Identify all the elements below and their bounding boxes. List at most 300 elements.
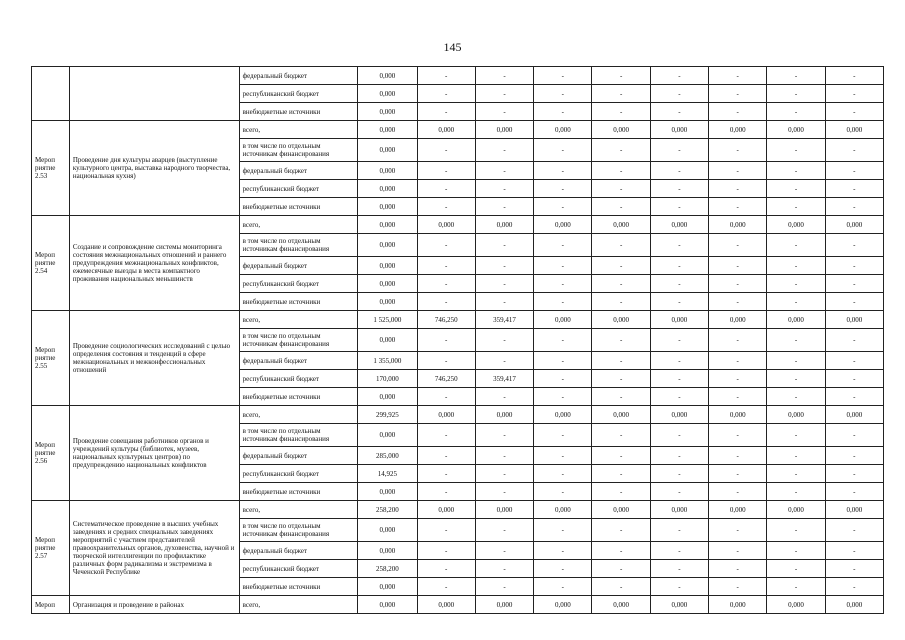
amount-cell: 0,000 bbox=[650, 216, 708, 234]
funding-source-cell: республиканский бюджет bbox=[239, 560, 358, 578]
amount-cell: 0,000 bbox=[358, 596, 417, 614]
amount-cell: - bbox=[767, 560, 825, 578]
amount-cell: - bbox=[417, 103, 475, 121]
amount-cell: 0,000 bbox=[592, 501, 650, 519]
amount-cell: - bbox=[709, 257, 767, 275]
amount-cell: - bbox=[592, 139, 650, 162]
amount-cell: - bbox=[709, 352, 767, 370]
amount-cell: - bbox=[709, 578, 767, 596]
amount-cell: 0,000 bbox=[650, 311, 708, 329]
amount-cell: 0,000 bbox=[767, 216, 825, 234]
amount-cell: - bbox=[592, 67, 650, 85]
amount-cell: 0,000 bbox=[825, 406, 883, 424]
amount-cell: - bbox=[767, 519, 825, 542]
amount-cell: 0,000 bbox=[709, 501, 767, 519]
amount-cell: - bbox=[417, 352, 475, 370]
amount-cell: - bbox=[709, 67, 767, 85]
amount-cell: 0,000 bbox=[358, 519, 417, 542]
amount-cell: - bbox=[592, 447, 650, 465]
amount-cell: 0,000 bbox=[592, 406, 650, 424]
amount-cell: 0,000 bbox=[475, 406, 533, 424]
amount-cell: 0,000 bbox=[825, 311, 883, 329]
amount-cell: - bbox=[767, 139, 825, 162]
amount-cell: - bbox=[417, 139, 475, 162]
amount-cell: - bbox=[534, 352, 592, 370]
amount-cell: - bbox=[650, 275, 708, 293]
amount-cell: - bbox=[417, 257, 475, 275]
activity-id-cell: Мероп риятие 2.54 bbox=[32, 216, 70, 311]
amount-cell: 0,000 bbox=[358, 275, 417, 293]
amount-cell: - bbox=[709, 162, 767, 180]
amount-cell: 0,000 bbox=[417, 216, 475, 234]
amount-cell: - bbox=[650, 578, 708, 596]
amount-cell: 0,000 bbox=[358, 293, 417, 311]
amount-cell: - bbox=[650, 293, 708, 311]
amount-cell: - bbox=[767, 483, 825, 501]
amount-cell: - bbox=[417, 465, 475, 483]
amount-cell: 0,000 bbox=[358, 483, 417, 501]
amount-cell: - bbox=[417, 519, 475, 542]
amount-cell: 0,000 bbox=[592, 216, 650, 234]
amount-cell: - bbox=[650, 542, 708, 560]
amount-cell: - bbox=[825, 447, 883, 465]
activity-description-cell: Создание и сопровождение системы мониторинга состояния межнациональных отношений и раннего предупреждения межнациональных конфликтов, ежемесячные выезды в места компактного проживания национальных меньшинств bbox=[69, 216, 239, 311]
amount-cell: - bbox=[534, 67, 592, 85]
amount-cell: 258,200 bbox=[358, 560, 417, 578]
funding-source-cell: всего, bbox=[239, 121, 358, 139]
amount-cell: 359,417 bbox=[475, 370, 533, 388]
amount-cell: - bbox=[825, 388, 883, 406]
amount-cell: - bbox=[534, 180, 592, 198]
amount-cell: - bbox=[709, 424, 767, 447]
amount-cell: 0,000 bbox=[650, 596, 708, 614]
amount-cell: 359,417 bbox=[475, 311, 533, 329]
amount-cell: - bbox=[417, 180, 475, 198]
amount-cell: - bbox=[475, 424, 533, 447]
amount-cell: - bbox=[592, 465, 650, 483]
amount-cell: - bbox=[417, 483, 475, 501]
amount-cell: 0,000 bbox=[767, 121, 825, 139]
amount-cell: 0,000 bbox=[475, 216, 533, 234]
activity-id-cell: Мероп риятие 2.57 bbox=[32, 501, 70, 596]
amount-cell: - bbox=[767, 465, 825, 483]
amount-cell: - bbox=[417, 162, 475, 180]
funding-source-cell: республиканский бюджет bbox=[239, 180, 358, 198]
amount-cell: - bbox=[709, 560, 767, 578]
amount-cell: - bbox=[650, 388, 708, 406]
amount-cell: 0,000 bbox=[767, 501, 825, 519]
amount-cell: - bbox=[825, 465, 883, 483]
amount-cell: - bbox=[475, 483, 533, 501]
amount-cell: 0,000 bbox=[358, 85, 417, 103]
amount-cell: 0,000 bbox=[358, 424, 417, 447]
activity-id-cell: Мероп риятие 2.53 bbox=[32, 121, 70, 216]
amount-cell: 0,000 bbox=[767, 311, 825, 329]
amount-cell: - bbox=[534, 275, 592, 293]
funding-source-cell: внебюджетные источники bbox=[239, 483, 358, 501]
amount-cell: - bbox=[534, 465, 592, 483]
table-row bbox=[32, 121, 884, 139]
funding-source-cell: внебюджетные источники bbox=[239, 578, 358, 596]
table-row bbox=[32, 67, 884, 85]
funding-source-cell: федеральный бюджет bbox=[239, 447, 358, 465]
activity-description-cell: Организация и проведение в районах bbox=[69, 596, 239, 614]
amount-cell: - bbox=[650, 519, 708, 542]
amount-cell: - bbox=[475, 103, 533, 121]
amount-cell: - bbox=[592, 257, 650, 275]
amount-cell: - bbox=[534, 424, 592, 447]
amount-cell: 0,000 bbox=[709, 311, 767, 329]
amount-cell: - bbox=[650, 257, 708, 275]
amount-cell: - bbox=[534, 578, 592, 596]
amount-cell: - bbox=[825, 198, 883, 216]
amount-cell: 0,000 bbox=[767, 406, 825, 424]
amount-cell: - bbox=[825, 483, 883, 501]
amount-cell: - bbox=[825, 85, 883, 103]
amount-cell: 0,000 bbox=[358, 198, 417, 216]
amount-cell: - bbox=[475, 139, 533, 162]
amount-cell: - bbox=[475, 519, 533, 542]
amount-cell: - bbox=[534, 447, 592, 465]
amount-cell: - bbox=[767, 370, 825, 388]
amount-cell: - bbox=[534, 162, 592, 180]
activity-id-cell: Мероп bbox=[32, 596, 70, 614]
amount-cell: - bbox=[475, 388, 533, 406]
amount-cell: - bbox=[475, 198, 533, 216]
amount-cell: - bbox=[650, 560, 708, 578]
amount-cell: - bbox=[475, 293, 533, 311]
amount-cell: - bbox=[417, 198, 475, 216]
amount-cell: 0,000 bbox=[358, 180, 417, 198]
activity-description-cell: Проведение совещания работников органов и учреждений культуры (библиотек, музеев, национальных культурных центров) по предупреждению национальных конфликтов bbox=[69, 406, 239, 501]
amount-cell: - bbox=[417, 275, 475, 293]
amount-cell: - bbox=[767, 257, 825, 275]
amount-cell: - bbox=[767, 447, 825, 465]
amount-cell: 0,000 bbox=[358, 121, 417, 139]
amount-cell: 0,000 bbox=[475, 501, 533, 519]
amount-cell: - bbox=[825, 275, 883, 293]
amount-cell: - bbox=[825, 424, 883, 447]
amount-cell: 0,000 bbox=[358, 139, 417, 162]
amount-cell: 0,000 bbox=[417, 596, 475, 614]
amount-cell: - bbox=[650, 352, 708, 370]
amount-cell: - bbox=[417, 424, 475, 447]
activity-description-cell: Проведение дня культуры аварцев (выступление культурного центра, выставка народного творчества, национальная кухня) bbox=[69, 121, 239, 216]
amount-cell: 0,000 bbox=[358, 578, 417, 596]
funding-source-cell: внебюджетные источники bbox=[239, 198, 358, 216]
amount-cell: 0,000 bbox=[417, 121, 475, 139]
funding-source-cell: федеральный бюджет bbox=[239, 162, 358, 180]
amount-cell: 0,000 bbox=[417, 406, 475, 424]
amount-cell: - bbox=[592, 483, 650, 501]
amount-cell: - bbox=[534, 329, 592, 352]
amount-cell: - bbox=[709, 234, 767, 257]
amount-cell: 0,000 bbox=[709, 121, 767, 139]
amount-cell: - bbox=[592, 162, 650, 180]
amount-cell: 0,000 bbox=[358, 234, 417, 257]
amount-cell: - bbox=[767, 85, 825, 103]
amount-cell: - bbox=[592, 560, 650, 578]
amount-cell: - bbox=[709, 329, 767, 352]
amount-cell: - bbox=[534, 103, 592, 121]
amount-cell: - bbox=[475, 85, 533, 103]
amount-cell: - bbox=[825, 257, 883, 275]
amount-cell: 746,250 bbox=[417, 370, 475, 388]
amount-cell: - bbox=[825, 560, 883, 578]
table-row bbox=[32, 311, 884, 329]
amount-cell: 0,000 bbox=[592, 121, 650, 139]
funding-source-cell: республиканский бюджет bbox=[239, 370, 358, 388]
amount-cell: - bbox=[475, 67, 533, 85]
funding-source-cell: федеральный бюджет bbox=[239, 67, 358, 85]
amount-cell: - bbox=[709, 388, 767, 406]
amount-cell: - bbox=[709, 293, 767, 311]
amount-cell: 0,000 bbox=[650, 406, 708, 424]
amount-cell: - bbox=[534, 388, 592, 406]
amount-cell: - bbox=[592, 180, 650, 198]
amount-cell: - bbox=[709, 483, 767, 501]
amount-cell: - bbox=[650, 370, 708, 388]
amount-cell: 14,925 bbox=[358, 465, 417, 483]
amount-cell: 0,000 bbox=[767, 596, 825, 614]
amount-cell: - bbox=[592, 519, 650, 542]
amount-cell: - bbox=[475, 560, 533, 578]
amount-cell: 0,000 bbox=[358, 67, 417, 85]
amount-cell: 285,000 bbox=[358, 447, 417, 465]
amount-cell: - bbox=[650, 483, 708, 501]
funding-source-cell: федеральный бюджет bbox=[239, 352, 358, 370]
amount-cell: - bbox=[417, 329, 475, 352]
amount-cell: - bbox=[650, 447, 708, 465]
activity-id-cell bbox=[32, 67, 70, 121]
funding-source-cell: внебюджетные источники bbox=[239, 293, 358, 311]
amount-cell: 0,000 bbox=[358, 103, 417, 121]
amount-cell: - bbox=[650, 329, 708, 352]
amount-cell: - bbox=[417, 67, 475, 85]
amount-cell: 0,000 bbox=[534, 406, 592, 424]
amount-cell: 0,000 bbox=[592, 596, 650, 614]
amount-cell: - bbox=[767, 234, 825, 257]
amount-cell: - bbox=[825, 293, 883, 311]
funding-source-cell: всего, bbox=[239, 216, 358, 234]
amount-cell: - bbox=[709, 370, 767, 388]
amount-cell: 0,000 bbox=[825, 596, 883, 614]
amount-cell: - bbox=[534, 560, 592, 578]
amount-cell: 0,000 bbox=[534, 311, 592, 329]
amount-cell: 0,000 bbox=[825, 121, 883, 139]
funding-source-cell: в том числе по отдельным источникам финансирования bbox=[239, 424, 358, 447]
table-row bbox=[32, 406, 884, 424]
amount-cell: - bbox=[767, 329, 825, 352]
amount-cell: 0,000 bbox=[825, 216, 883, 234]
amount-cell: 0,000 bbox=[825, 501, 883, 519]
amount-cell: 0,000 bbox=[358, 216, 417, 234]
amount-cell: - bbox=[534, 85, 592, 103]
amount-cell: - bbox=[825, 162, 883, 180]
amount-cell: - bbox=[475, 329, 533, 352]
amount-cell: - bbox=[650, 234, 708, 257]
funding-source-cell: республиканский бюджет bbox=[239, 85, 358, 103]
amount-cell: - bbox=[650, 139, 708, 162]
amount-cell: - bbox=[417, 85, 475, 103]
funding-source-cell: всего, bbox=[239, 406, 358, 424]
amount-cell: - bbox=[709, 85, 767, 103]
amount-cell: 0,000 bbox=[358, 388, 417, 406]
amount-cell: - bbox=[592, 542, 650, 560]
budget-table bbox=[31, 66, 884, 614]
amount-cell: - bbox=[592, 234, 650, 257]
funding-source-cell: внебюджетные источники bbox=[239, 103, 358, 121]
amount-cell: - bbox=[417, 388, 475, 406]
amount-cell: - bbox=[592, 352, 650, 370]
amount-cell: - bbox=[475, 465, 533, 483]
amount-cell: - bbox=[767, 542, 825, 560]
amount-cell: - bbox=[534, 293, 592, 311]
funding-source-cell: в том числе по отдельным источникам финансирования bbox=[239, 329, 358, 352]
amount-cell: - bbox=[709, 447, 767, 465]
amount-cell: - bbox=[650, 180, 708, 198]
amount-cell: 0,000 bbox=[650, 121, 708, 139]
page-number: 145 bbox=[443, 40, 462, 54]
amount-cell: - bbox=[825, 542, 883, 560]
amount-cell: - bbox=[650, 465, 708, 483]
amount-cell: - bbox=[475, 542, 533, 560]
amount-cell: - bbox=[767, 103, 825, 121]
funding-source-cell: всего, bbox=[239, 501, 358, 519]
table-row bbox=[32, 501, 884, 519]
amount-cell: - bbox=[767, 388, 825, 406]
amount-cell: - bbox=[534, 519, 592, 542]
amount-cell: - bbox=[534, 542, 592, 560]
funding-source-cell: республиканский бюджет bbox=[239, 465, 358, 483]
amount-cell: 1 525,000 bbox=[358, 311, 417, 329]
amount-cell: - bbox=[650, 198, 708, 216]
amount-cell: - bbox=[592, 275, 650, 293]
amount-cell: 258,200 bbox=[358, 501, 417, 519]
amount-cell: - bbox=[592, 388, 650, 406]
amount-cell: - bbox=[767, 180, 825, 198]
amount-cell: 746,250 bbox=[417, 311, 475, 329]
amount-cell: 0,000 bbox=[534, 121, 592, 139]
activity-description-cell bbox=[69, 67, 239, 121]
amount-cell: 0,000 bbox=[417, 501, 475, 519]
amount-cell: - bbox=[417, 578, 475, 596]
amount-cell: - bbox=[475, 180, 533, 198]
amount-cell: - bbox=[592, 293, 650, 311]
amount-cell: 0,000 bbox=[358, 162, 417, 180]
amount-cell: - bbox=[825, 234, 883, 257]
amount-cell: - bbox=[592, 329, 650, 352]
amount-cell: - bbox=[475, 275, 533, 293]
amount-cell: 0,000 bbox=[534, 216, 592, 234]
amount-cell: 0,000 bbox=[358, 257, 417, 275]
amount-cell: - bbox=[767, 424, 825, 447]
amount-cell: - bbox=[825, 352, 883, 370]
amount-cell: - bbox=[475, 162, 533, 180]
amount-cell: 0,000 bbox=[358, 542, 417, 560]
amount-cell: - bbox=[534, 198, 592, 216]
table-row bbox=[32, 216, 884, 234]
amount-cell: - bbox=[709, 198, 767, 216]
amount-cell: - bbox=[417, 234, 475, 257]
amount-cell: - bbox=[534, 234, 592, 257]
funding-source-cell: внебюджетные источники bbox=[239, 388, 358, 406]
budget-table-body bbox=[32, 67, 884, 614]
amount-cell: - bbox=[417, 447, 475, 465]
amount-cell: - bbox=[592, 198, 650, 216]
amount-cell: - bbox=[825, 519, 883, 542]
funding-source-cell: республиканский бюджет bbox=[239, 275, 358, 293]
amount-cell: - bbox=[592, 103, 650, 121]
amount-cell: - bbox=[709, 465, 767, 483]
amount-cell: 0,000 bbox=[709, 406, 767, 424]
amount-cell: 0,000 bbox=[475, 596, 533, 614]
funding-source-cell: в том числе по отдельным источникам финансирования bbox=[239, 234, 358, 257]
amount-cell: - bbox=[767, 67, 825, 85]
amount-cell: - bbox=[767, 198, 825, 216]
amount-cell: - bbox=[709, 275, 767, 293]
amount-cell: - bbox=[417, 560, 475, 578]
amount-cell: 1 355,000 bbox=[358, 352, 417, 370]
amount-cell: - bbox=[767, 578, 825, 596]
amount-cell: - bbox=[825, 370, 883, 388]
amount-cell: - bbox=[650, 67, 708, 85]
funding-source-cell: в том числе по отдельным источникам финансирования bbox=[239, 139, 358, 162]
amount-cell: 299,925 bbox=[358, 406, 417, 424]
amount-cell: - bbox=[767, 293, 825, 311]
amount-cell: 0,000 bbox=[534, 501, 592, 519]
activity-description-cell: Систематическое проведение в высших учебных заведениях и средних специальных заведениях мероприятий с участием представителей правоохранительных органов, духовенства, научной и творческой интеллигенции по профилактике различных форм радикализма и экстремизма в Чеченской Республике bbox=[69, 501, 239, 596]
amount-cell: - bbox=[592, 424, 650, 447]
amount-cell: - bbox=[475, 352, 533, 370]
amount-cell: - bbox=[825, 67, 883, 85]
funding-source-cell: федеральный бюджет bbox=[239, 542, 358, 560]
amount-cell: - bbox=[650, 85, 708, 103]
amount-cell: - bbox=[825, 103, 883, 121]
amount-cell: 0,000 bbox=[592, 311, 650, 329]
amount-cell: - bbox=[767, 275, 825, 293]
amount-cell: - bbox=[825, 180, 883, 198]
activity-id-cell: Мероп риятие 2.55 bbox=[32, 311, 70, 406]
amount-cell: 0,000 bbox=[650, 501, 708, 519]
funding-source-cell: всего, bbox=[239, 311, 358, 329]
amount-cell: - bbox=[417, 293, 475, 311]
amount-cell: 0,000 bbox=[709, 596, 767, 614]
amount-cell: - bbox=[709, 519, 767, 542]
amount-cell: - bbox=[534, 139, 592, 162]
amount-cell: - bbox=[475, 578, 533, 596]
amount-cell: - bbox=[475, 447, 533, 465]
amount-cell: - bbox=[825, 578, 883, 596]
amount-cell: - bbox=[825, 139, 883, 162]
funding-source-cell: всего, bbox=[239, 596, 358, 614]
amount-cell: 0,000 bbox=[709, 216, 767, 234]
amount-cell: - bbox=[534, 370, 592, 388]
amount-cell: - bbox=[709, 139, 767, 162]
amount-cell: - bbox=[534, 257, 592, 275]
amount-cell: 0,000 bbox=[358, 329, 417, 352]
amount-cell: - bbox=[475, 234, 533, 257]
amount-cell: - bbox=[709, 180, 767, 198]
amount-cell: - bbox=[650, 162, 708, 180]
funding-source-cell: федеральный бюджет bbox=[239, 257, 358, 275]
amount-cell: - bbox=[534, 483, 592, 501]
amount-cell: 170,000 bbox=[358, 370, 417, 388]
amount-cell: - bbox=[592, 370, 650, 388]
amount-cell: - bbox=[417, 542, 475, 560]
amount-cell: - bbox=[592, 578, 650, 596]
table-row bbox=[32, 596, 884, 614]
